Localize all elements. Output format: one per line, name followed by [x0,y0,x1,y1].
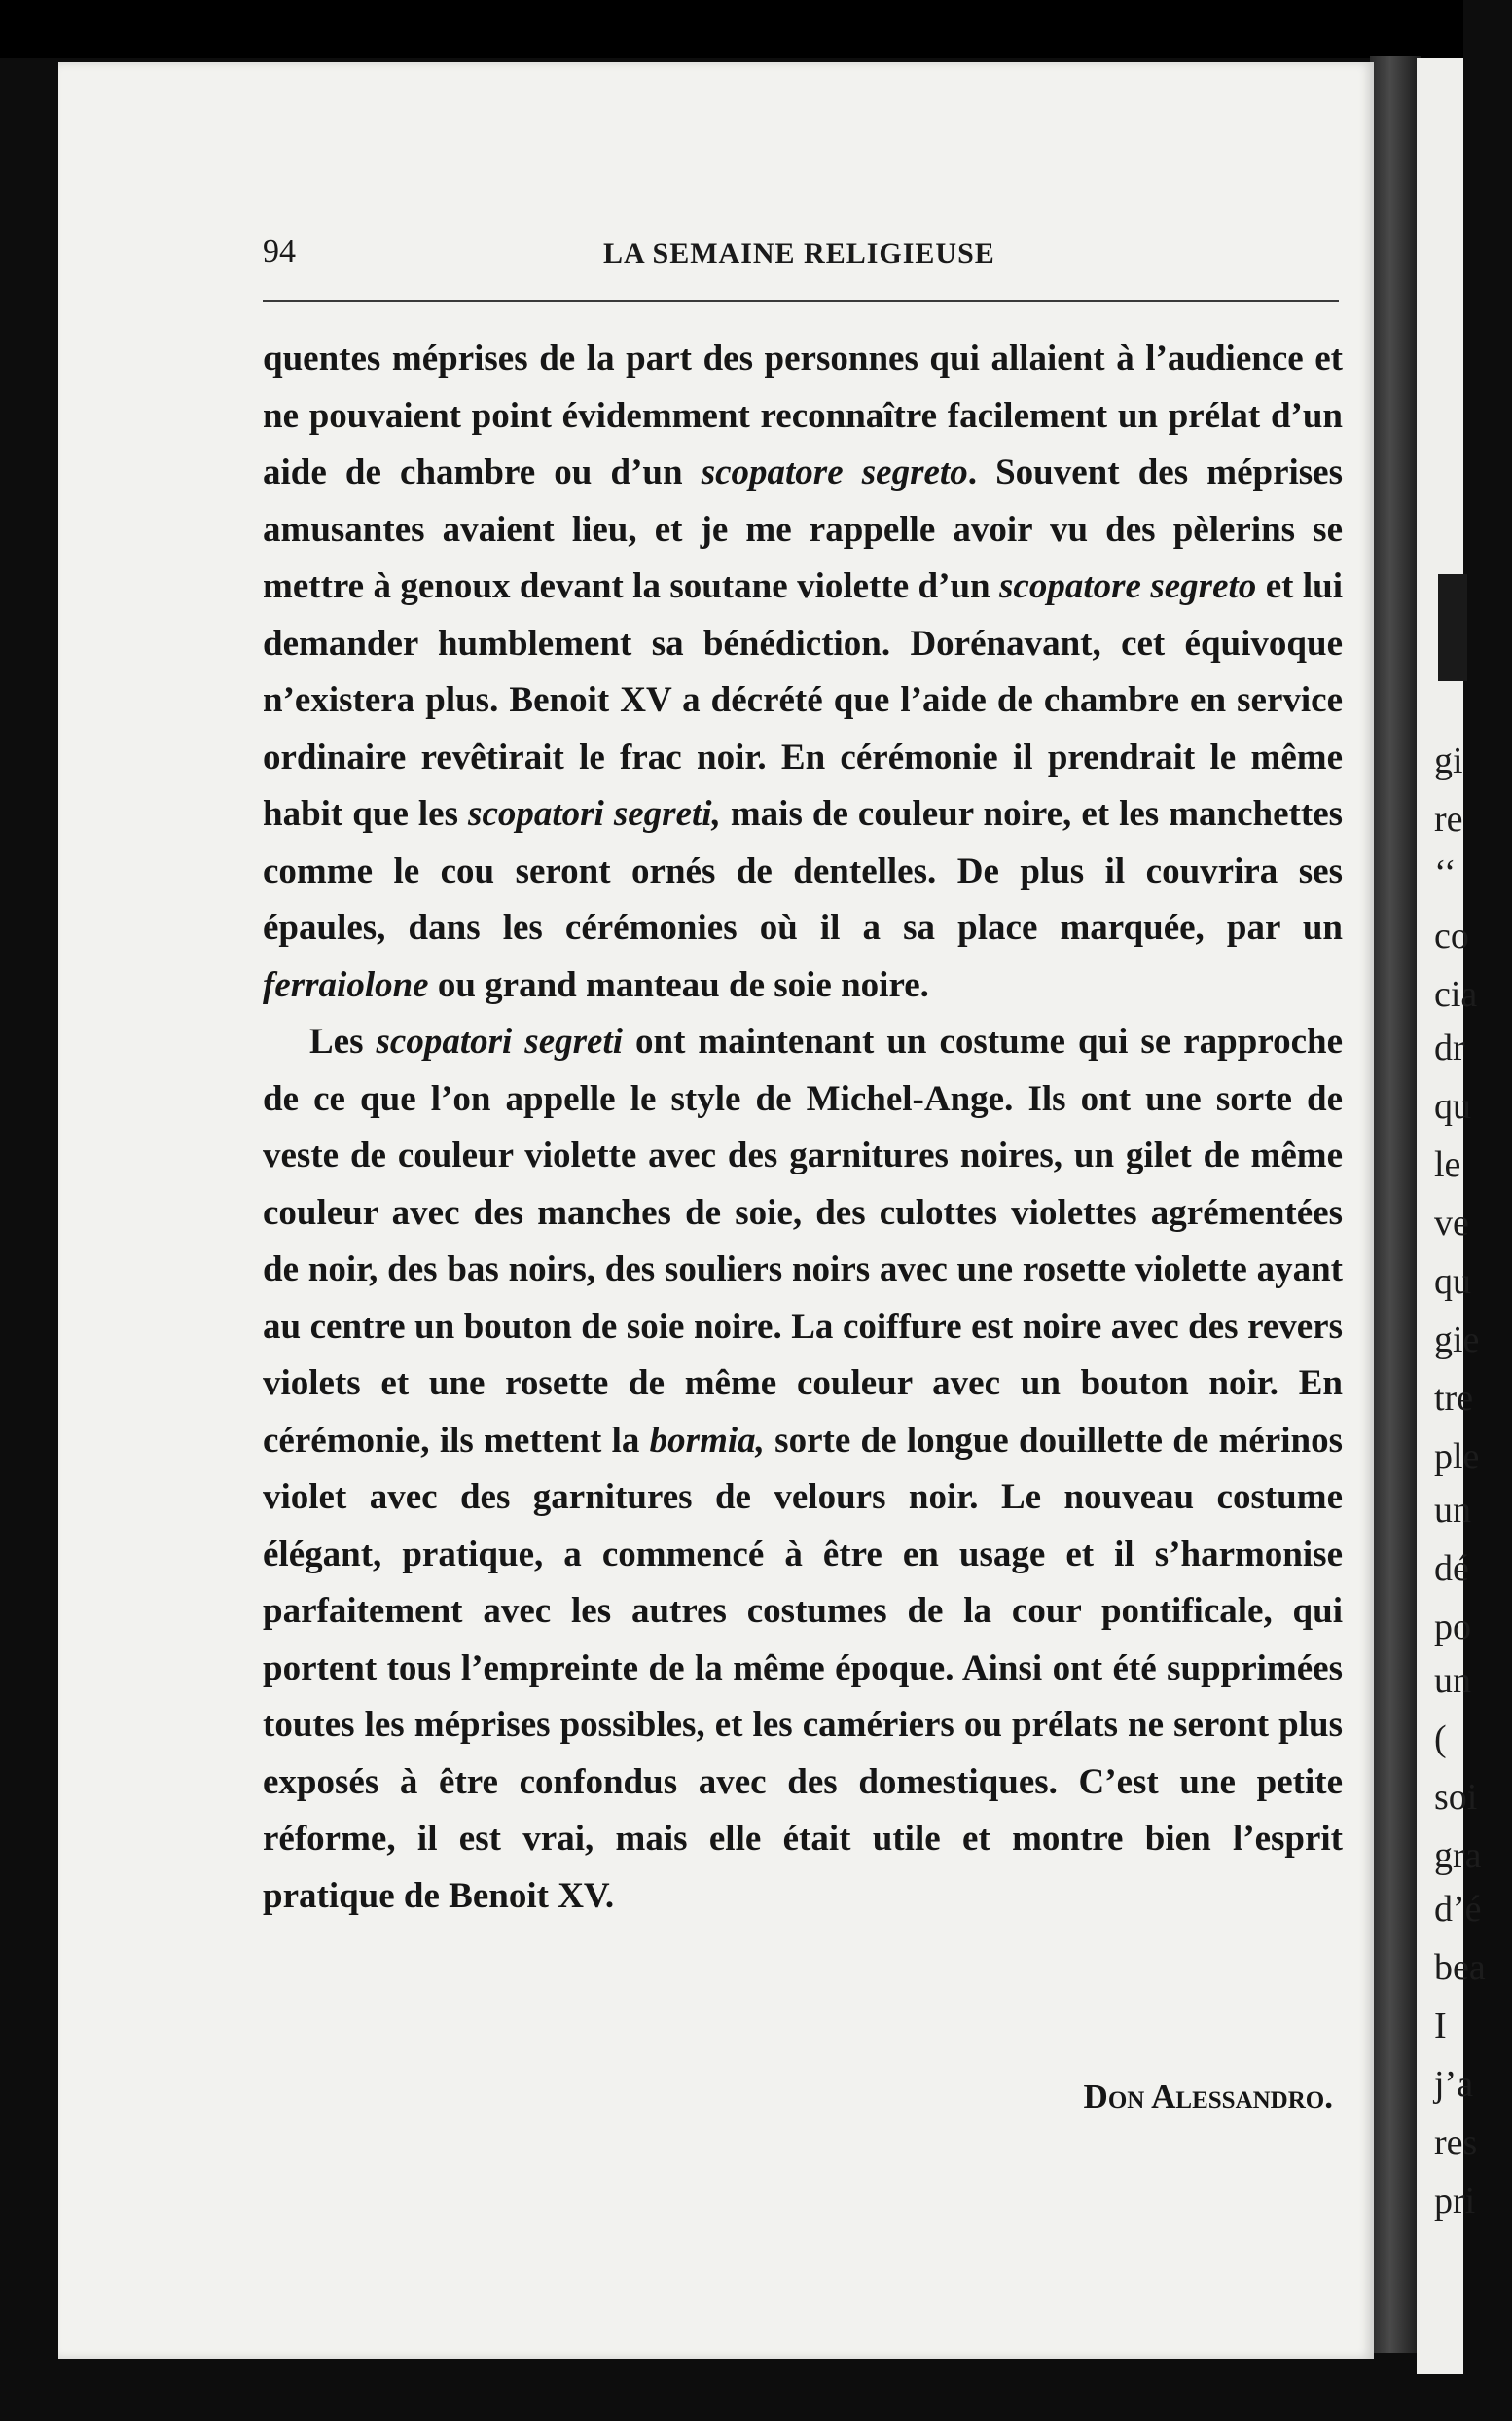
facing-page-text-fragment: co [1434,916,1469,957]
facing-page-text-fragment: tre [1434,1378,1474,1419]
book-gutter-shadow [1370,56,1421,2353]
facing-page-text-fragment: dr [1434,1028,1465,1068]
facing-page-text-fragment: d’é [1434,1889,1482,1930]
italic-term: scopatori segreti, [468,794,721,834]
facing-page-text-fragment: un [1434,1490,1471,1531]
facing-page-text-fragment: le [1434,1144,1461,1185]
facing-page-text-fragment: qu [1434,1261,1471,1302]
italic-term: scopatore segreto [999,566,1257,606]
scan-top-border [0,0,1463,58]
facing-page-text-fragment: qu [1434,1086,1471,1127]
italic-term: bormia, [649,1420,765,1461]
italic-term: scopatori segreti [376,1022,624,1062]
facing-page-ornament [1438,574,1467,681]
paragraph-2 [263,1014,1343,1925]
paragraph-2-text: Les [309,1022,377,1062]
author-signature: Don Alessandro. [1083,2078,1333,2115]
facing-page-text-fragment: ‘‘ [1434,852,1457,893]
paragraph-1-text: mais de couleur noire, et les manchettes comme le cou seront ornés de dentelles. De plus il couvrira ses épaules, dans les cérémonies où il a sa place marquée, par un [263,794,1344,948]
facing-page-text-fragment: re [1434,799,1463,840]
facing-page-text-fragment: pri [1434,2181,1476,2222]
facing-page-text-fragment: un [1434,1660,1471,1701]
paragraph-1-text: ou grand manteau de soie noire. [428,964,929,1005]
paragraph-2-text: sorte de longue douillette de mérinos violet avec des garnitures de velours noir. Le nouveau costume élégant, pratique, a commencé à être en usage et il s’harmonise parfaitement avec les autres costumes de la cour pontificale, qui portent tous l’empreinte de la même époque. Ainsi ont été supprimées toutes les méprises possibles, et les camériers ou prélats ne seront plus exposés à être confondus avec des domestiques. C’est une petite réforme, il est vrai, mais elle était utile et montre bien l’esprit pratique de Benoit XV. [263,1420,1343,1916]
facing-page-text-fragment: gie [1434,1319,1480,1360]
page-number: 94 [263,234,296,270]
page-header [263,234,1343,292]
running-head: LA SEMAINE RELIGIEUSE [603,237,995,270]
italic-term: ferraiolone [263,964,429,1005]
facing-page-text-fragment: gi [1434,741,1463,781]
facing-page-text-fragment: ( [1434,1718,1447,1759]
facing-page-edge [1417,58,1486,2374]
paragraph-1-text: et lui demander humblement sa bénédiction. Dorénavant, cet équivoque n’existera plus. Benoit XV a décrété que l’aide de chambre en service ordinaire revêtirait le frac noir. En cérémonie il prendrait le même habit que les [263,566,1343,834]
article-body [263,331,1343,1925]
facing-page-text-fragment: j’a [1434,2064,1474,2105]
facing-page-text-fragment: ple [1434,1436,1480,1477]
paragraph-1 [263,331,1343,1014]
facing-page-text-fragment: I [1434,2005,1447,2046]
facing-page-text-fragment: dé [1434,1548,1469,1589]
facing-page-text-fragment: po [1434,1607,1471,1647]
facing-page-text-fragment: gra [1434,1835,1482,1876]
facing-page-text-fragment: ve [1434,1203,1469,1244]
facing-page-text-fragment: bea [1434,1947,1486,1988]
facing-page-text-fragment: cia [1434,974,1478,1015]
facing-page-text-fragment: soi [1434,1777,1478,1818]
paragraph-2-text: ont maintenant un costume qui se rapproche de ce que l’on appelle le style de Michel-Ange. Ils ont une sorte de veste de couleur violette avec des garnitures noires, un gilet de même couleur avec des manches de soie, des culottes violettes agrémentées de noir, des bas noirs, des souliers noirs avec une rosette violette ayant au centre un bouton de soie noire. La coiffure est noire avec des revers violets et une rosette de même couleur avec un bouton noir. En cérémonie, ils mettent la [263,1022,1344,1461]
paragraph-1-text: . Souvent des méprises amusantes avaient lieu, et je me rappelle avoir vu des pèlerins se mettre à genoux devant la soutane violette d’un [263,452,1343,606]
italic-term: scopatore segreto [701,452,968,492]
facing-page-text-fragment: res [1434,2122,1478,2163]
paragraph-1-text: quentes méprises de la part des personnes qui allaient à l’audience et ne pouvaient point évidemment reconnaître facilement un prélat d’un aide de chambre ou d’un [263,339,1343,492]
header-rule [263,300,1339,302]
